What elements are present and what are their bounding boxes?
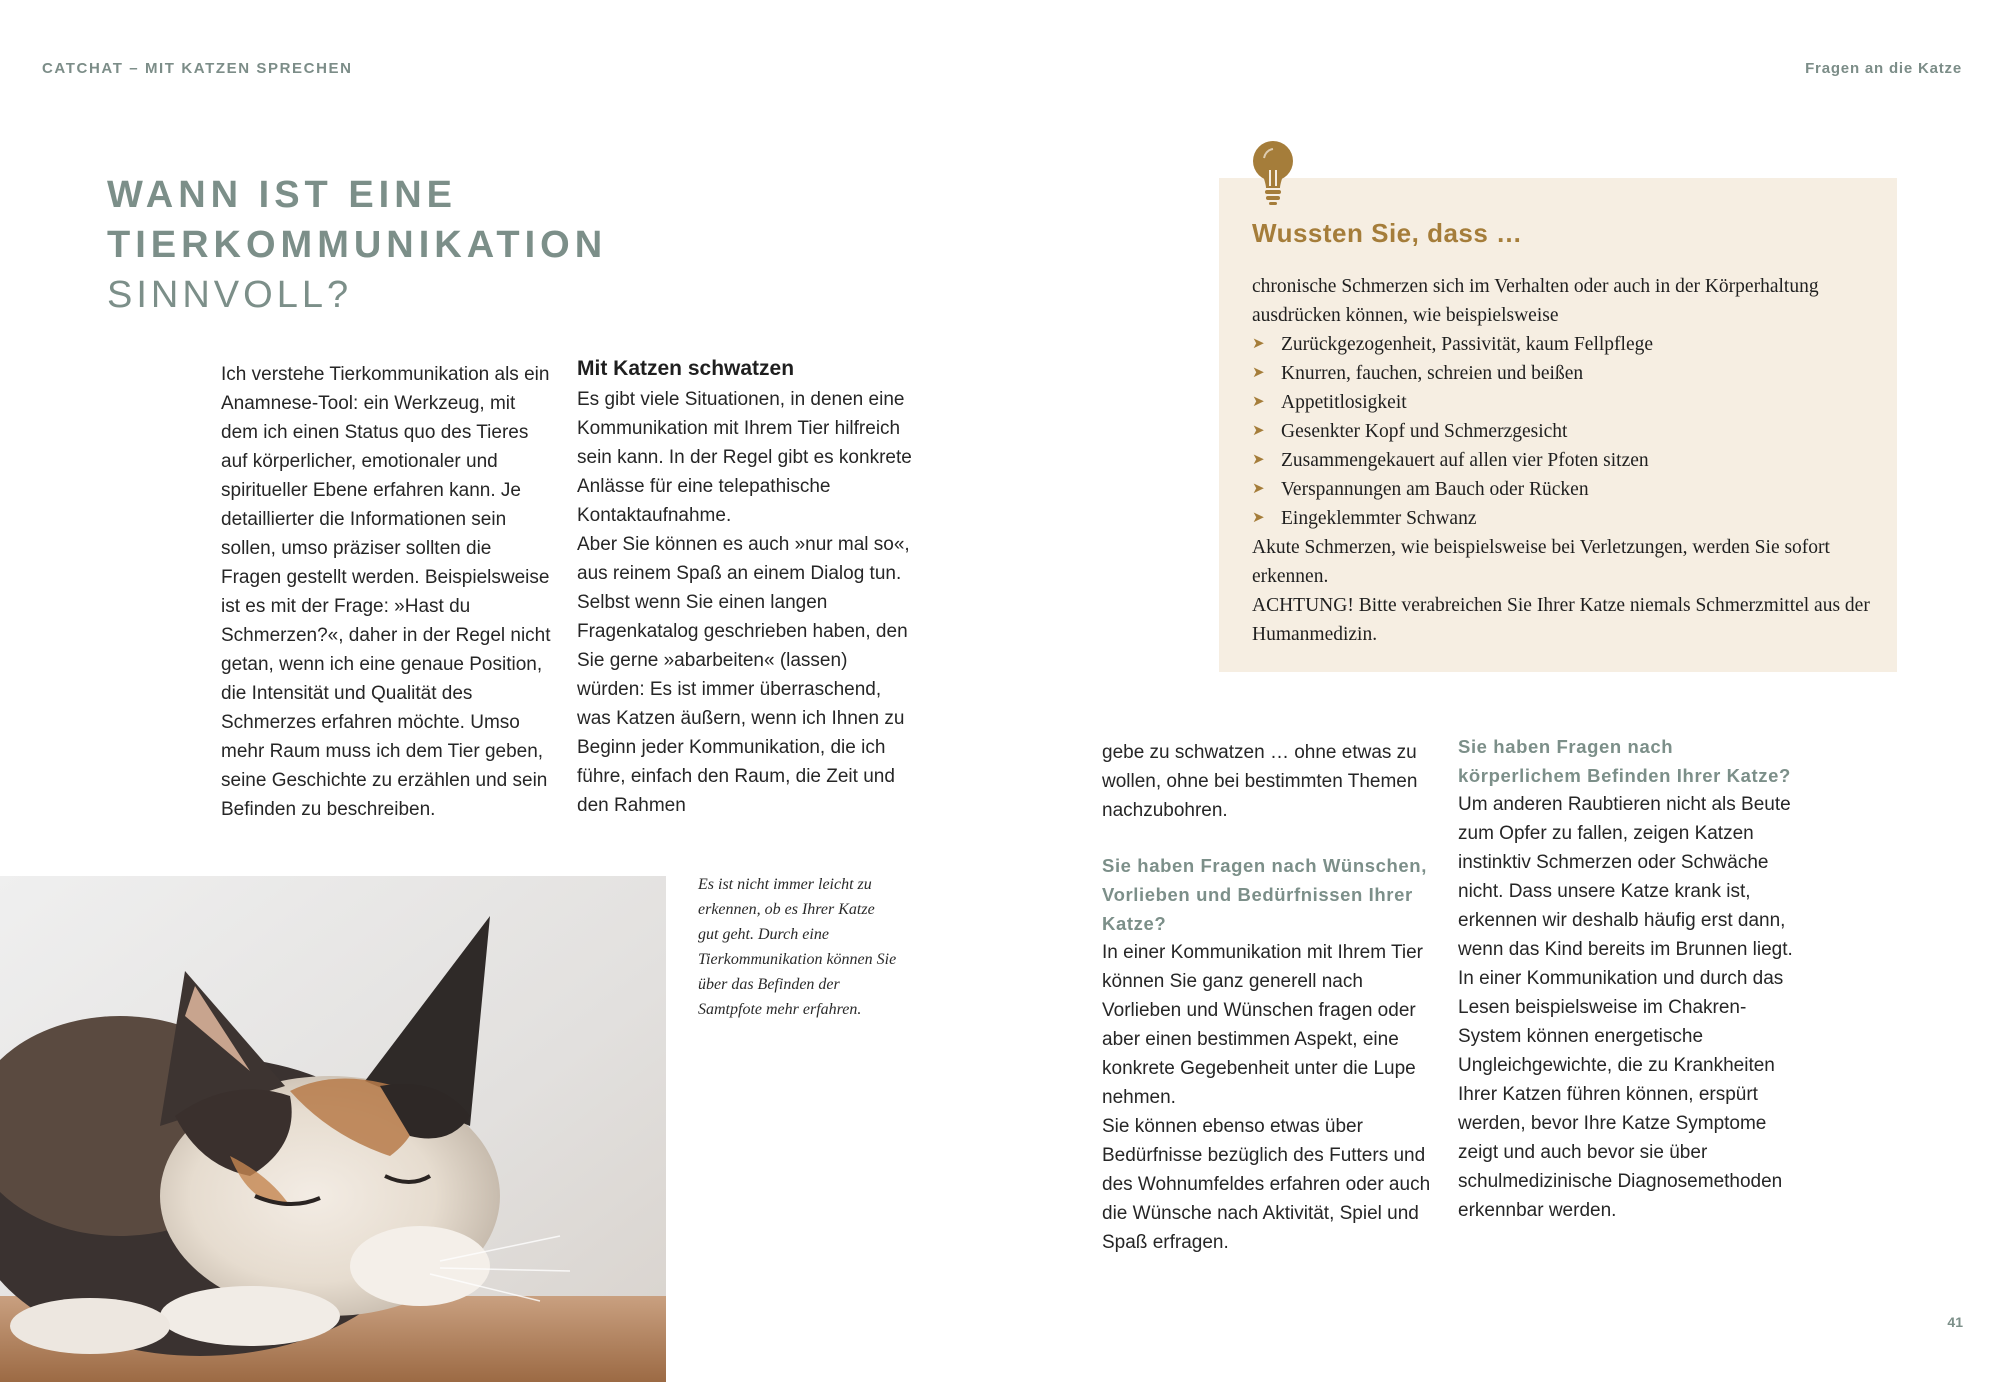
section-heading: Mit Katzen schwatzen [577, 357, 795, 380]
chapter-title-line-1: WANN IST EINE [107, 174, 458, 216]
arrow-bullet-icon: ➤ [1252, 423, 1265, 439]
list-item: ➤ Gesenkter Kopf und Schmerzgesicht [1252, 417, 1872, 446]
arrow-bullet-icon: ➤ [1252, 394, 1265, 410]
body-column-3 [1102, 738, 1432, 1257]
body-column-1 [221, 360, 551, 824]
chapter-title [107, 170, 607, 320]
section-heading: Sie haben Fragen nach Wünschen, Vorlieben und Bedürfnissen Ihrer Katze? [1102, 855, 1427, 934]
body-paragraph: Sie können ebenso etwas über Bedürfnisse bezüglich des Futters und des Wohnumfeldes erfahren oder auch die Wünsche nach Aktivität, Spiel und Spaß erfragen. [1102, 1116, 1431, 1253]
info-box-title: Wussten Sie, dass … [1252, 218, 1523, 248]
list-item: ➤ Knurren, fauchen, schreien und beißen [1252, 359, 1872, 388]
arrow-bullet-icon: ➤ [1252, 481, 1265, 497]
running-head-left: CATCHAT – MIT KATZEN SPRECHEN [42, 60, 353, 77]
info-box-outro: Akute Schmerzen, wie beispielsweise bei Verletzungen, werden Sie sofort erkennen. [1252, 537, 1830, 587]
info-box-body [1252, 272, 1872, 649]
chapter-title-line-3: SINNVOLL? [107, 274, 353, 316]
body-paragraph: Um anderen Raubtieren nicht als Beute zum Opfer zu fallen, zeigen Katzen instinktiv Schmerzen oder Schwäche nicht. Dass unsere Katze krank ist, erkennen wir deshalb häufig erst dann, wenn das Kind bereits im Brunnen liegt. [1458, 794, 1793, 960]
page-number: 41 [1947, 1314, 1963, 1330]
sleeping-cat-illustration [0, 876, 666, 1382]
body-paragraph: In einer Kommunikation mit Ihrem Tier können Sie ganz generell nach Vorlieben und Wünschen fragen oder aber einen bestimmen Aspekt, eine konkrete Gegebenheit unter die Lupe nehmen. [1102, 942, 1424, 1108]
body-paragraph: gebe zu schwatzen … ohne etwas zu wollen, ohne bei bestimmten Themen nachzubohren. [1102, 742, 1418, 821]
body-paragraph: In einer Kommunikation und durch das Lesen beispielsweise im Chakren-System können energetische Ungleichgewichte, die zu Krankheiten Ihrer Katzen führen können, erspürt werden, bevor Ihre Katze Symptome zeigt und auch bevor sie über schulmedizinische Diagnosemethoden erkennbar werden. [1458, 968, 1784, 1221]
body-paragraph: Ich verstehe Tierkommunikation als ein Anamnese-Tool: ein Werkzeug, mit dem ich einen Status quo des Tieres auf körperlicher, emotionaler und spiritueller Ebene erfahren kann. Je detaillierter die Informationen sein sollen, umso präziser sollten die Fragen gestellt werden. Beispielsweise ist es mit der Frage: »Hast du Schmerzen?«, daher in der Regel nicht getan, wenn ich eine genaue Position, die Intensität und Qualität des Schmerzes erfahren möchte. Umso mehr Raum muss ich dem Tier geben, seine Geschichte zu erzählen und sein Befinden zu beschreiben. [221, 364, 551, 820]
arrow-bullet-icon: ➤ [1252, 452, 1265, 468]
list-item: ➤ Verspannungen am Bauch oder Rücken [1252, 475, 1872, 504]
cat-photo [0, 876, 666, 1382]
list-item: ➤ Zurückgezogenheit, Passivität, kaum Fellpflege [1252, 330, 1872, 359]
list-item: ➤ Appetitlosigkeit [1252, 388, 1872, 417]
info-box-warning: ACHTUNG! Bitte verabreichen Sie Ihrer Katze niemals Schmerzmittel aus der Humanmedizin. [1252, 595, 1870, 645]
list-item: ➤ Eingeklemmter Schwanz [1252, 504, 1872, 533]
photo-caption: Es ist nicht immer leicht zu erkennen, ob es Ihrer Katze gut geht. Durch eine Tierkommunikation können Sie über das Befinden der Samtpfote mehr erfahren. [698, 876, 897, 1018]
body-column-2 [577, 354, 912, 820]
info-box-intro: chronische Schmerzen sich im Verhalten oder auch in der Körperhaltung ausdrücken können, wie beispielsweise [1252, 276, 1819, 326]
section-heading: Sie haben Fragen nach körperlichem Befinden Ihrer Katze? [1458, 736, 1791, 786]
arrow-bullet-icon: ➤ [1252, 336, 1265, 352]
chapter-title-line-2: TIERKOMMUNIKATION [107, 224, 608, 266]
list-item: ➤ Zusammengekauert auf allen vier Pfoten sitzen [1252, 446, 1872, 475]
lightbulb-icon [1248, 140, 1298, 206]
body-paragraph: Aber Sie können es auch »nur mal so«, aus reinem Spaß an einem Dialog tun. Selbst wenn Sie einen langen Fragenkatalog geschrieben haben, den Sie gerne »abarbeiten« (lassen) würden: Es ist immer überraschend, was Katzen äußern, wenn ich Ihnen zu Beginn jeder Kommunikation, die ich führe, einfach den Raum, die Zeit und den Rahmen [577, 534, 910, 816]
symptom-list [1252, 330, 1872, 533]
arrow-bullet-icon: ➤ [1252, 365, 1265, 381]
body-column-4 [1458, 732, 1793, 1225]
body-paragraph: Es gibt viele Situationen, in denen eine Kommunikation mit Ihrem Tier hilfreich sein kann. In der Regel gibt es konkrete Anlässe für eine telepathische Kontaktaufnahme. [577, 389, 912, 526]
arrow-bullet-icon: ➤ [1252, 510, 1265, 526]
running-head-right: Fragen an die Katze [1805, 60, 1962, 77]
